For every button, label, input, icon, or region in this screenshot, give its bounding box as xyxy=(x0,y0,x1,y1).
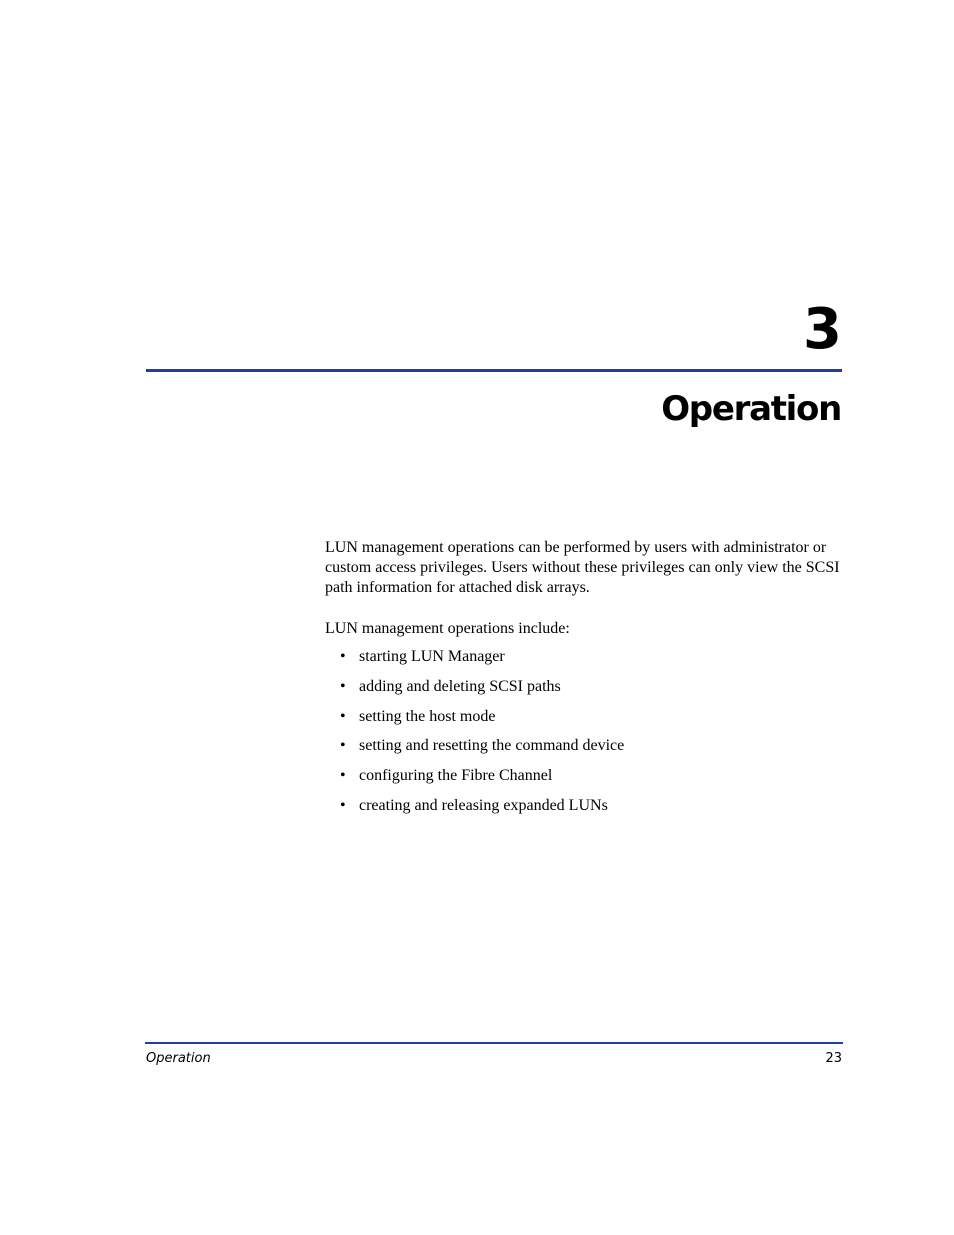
footer-section-title: Operation xyxy=(146,1051,211,1066)
operations-list xyxy=(340,646,624,825)
list-intro: LUN management operations include: xyxy=(325,620,570,637)
list-item xyxy=(340,735,624,765)
list-item xyxy=(340,795,624,825)
list-item xyxy=(340,765,624,795)
list-item-text: adding and deleting SCSI paths xyxy=(359,677,561,695)
list-item xyxy=(340,676,624,706)
list-item xyxy=(340,706,624,736)
footer-divider xyxy=(145,1042,843,1044)
bullet-icon: • xyxy=(340,796,346,814)
list-item xyxy=(340,646,624,676)
list-item-text: configuring the Fibre Channel xyxy=(359,767,553,785)
bullet-icon: • xyxy=(340,677,346,695)
chapter-divider xyxy=(146,369,842,372)
bullet-icon: • xyxy=(340,767,346,785)
list-item-text: starting LUN Manager xyxy=(359,648,505,665)
list-item-text: setting the host mode xyxy=(359,707,496,725)
bullet-icon: • xyxy=(340,737,346,755)
intro-paragraph: LUN management operations can be performed by users with administrator or custom access privileges. Users without these privileges can only view the SCSI path information for attached disk arrays. xyxy=(325,539,840,596)
page-number: 23 xyxy=(825,1051,842,1066)
bullet-icon: • xyxy=(340,707,346,725)
list-item-text: setting and resetting the command device xyxy=(359,737,625,755)
bullet-icon: • xyxy=(340,648,346,665)
list-item-text: creating and releasing expanded LUNs xyxy=(359,796,608,814)
chapter-title: Operation xyxy=(661,389,841,429)
chapter-number: 3 xyxy=(803,297,841,362)
